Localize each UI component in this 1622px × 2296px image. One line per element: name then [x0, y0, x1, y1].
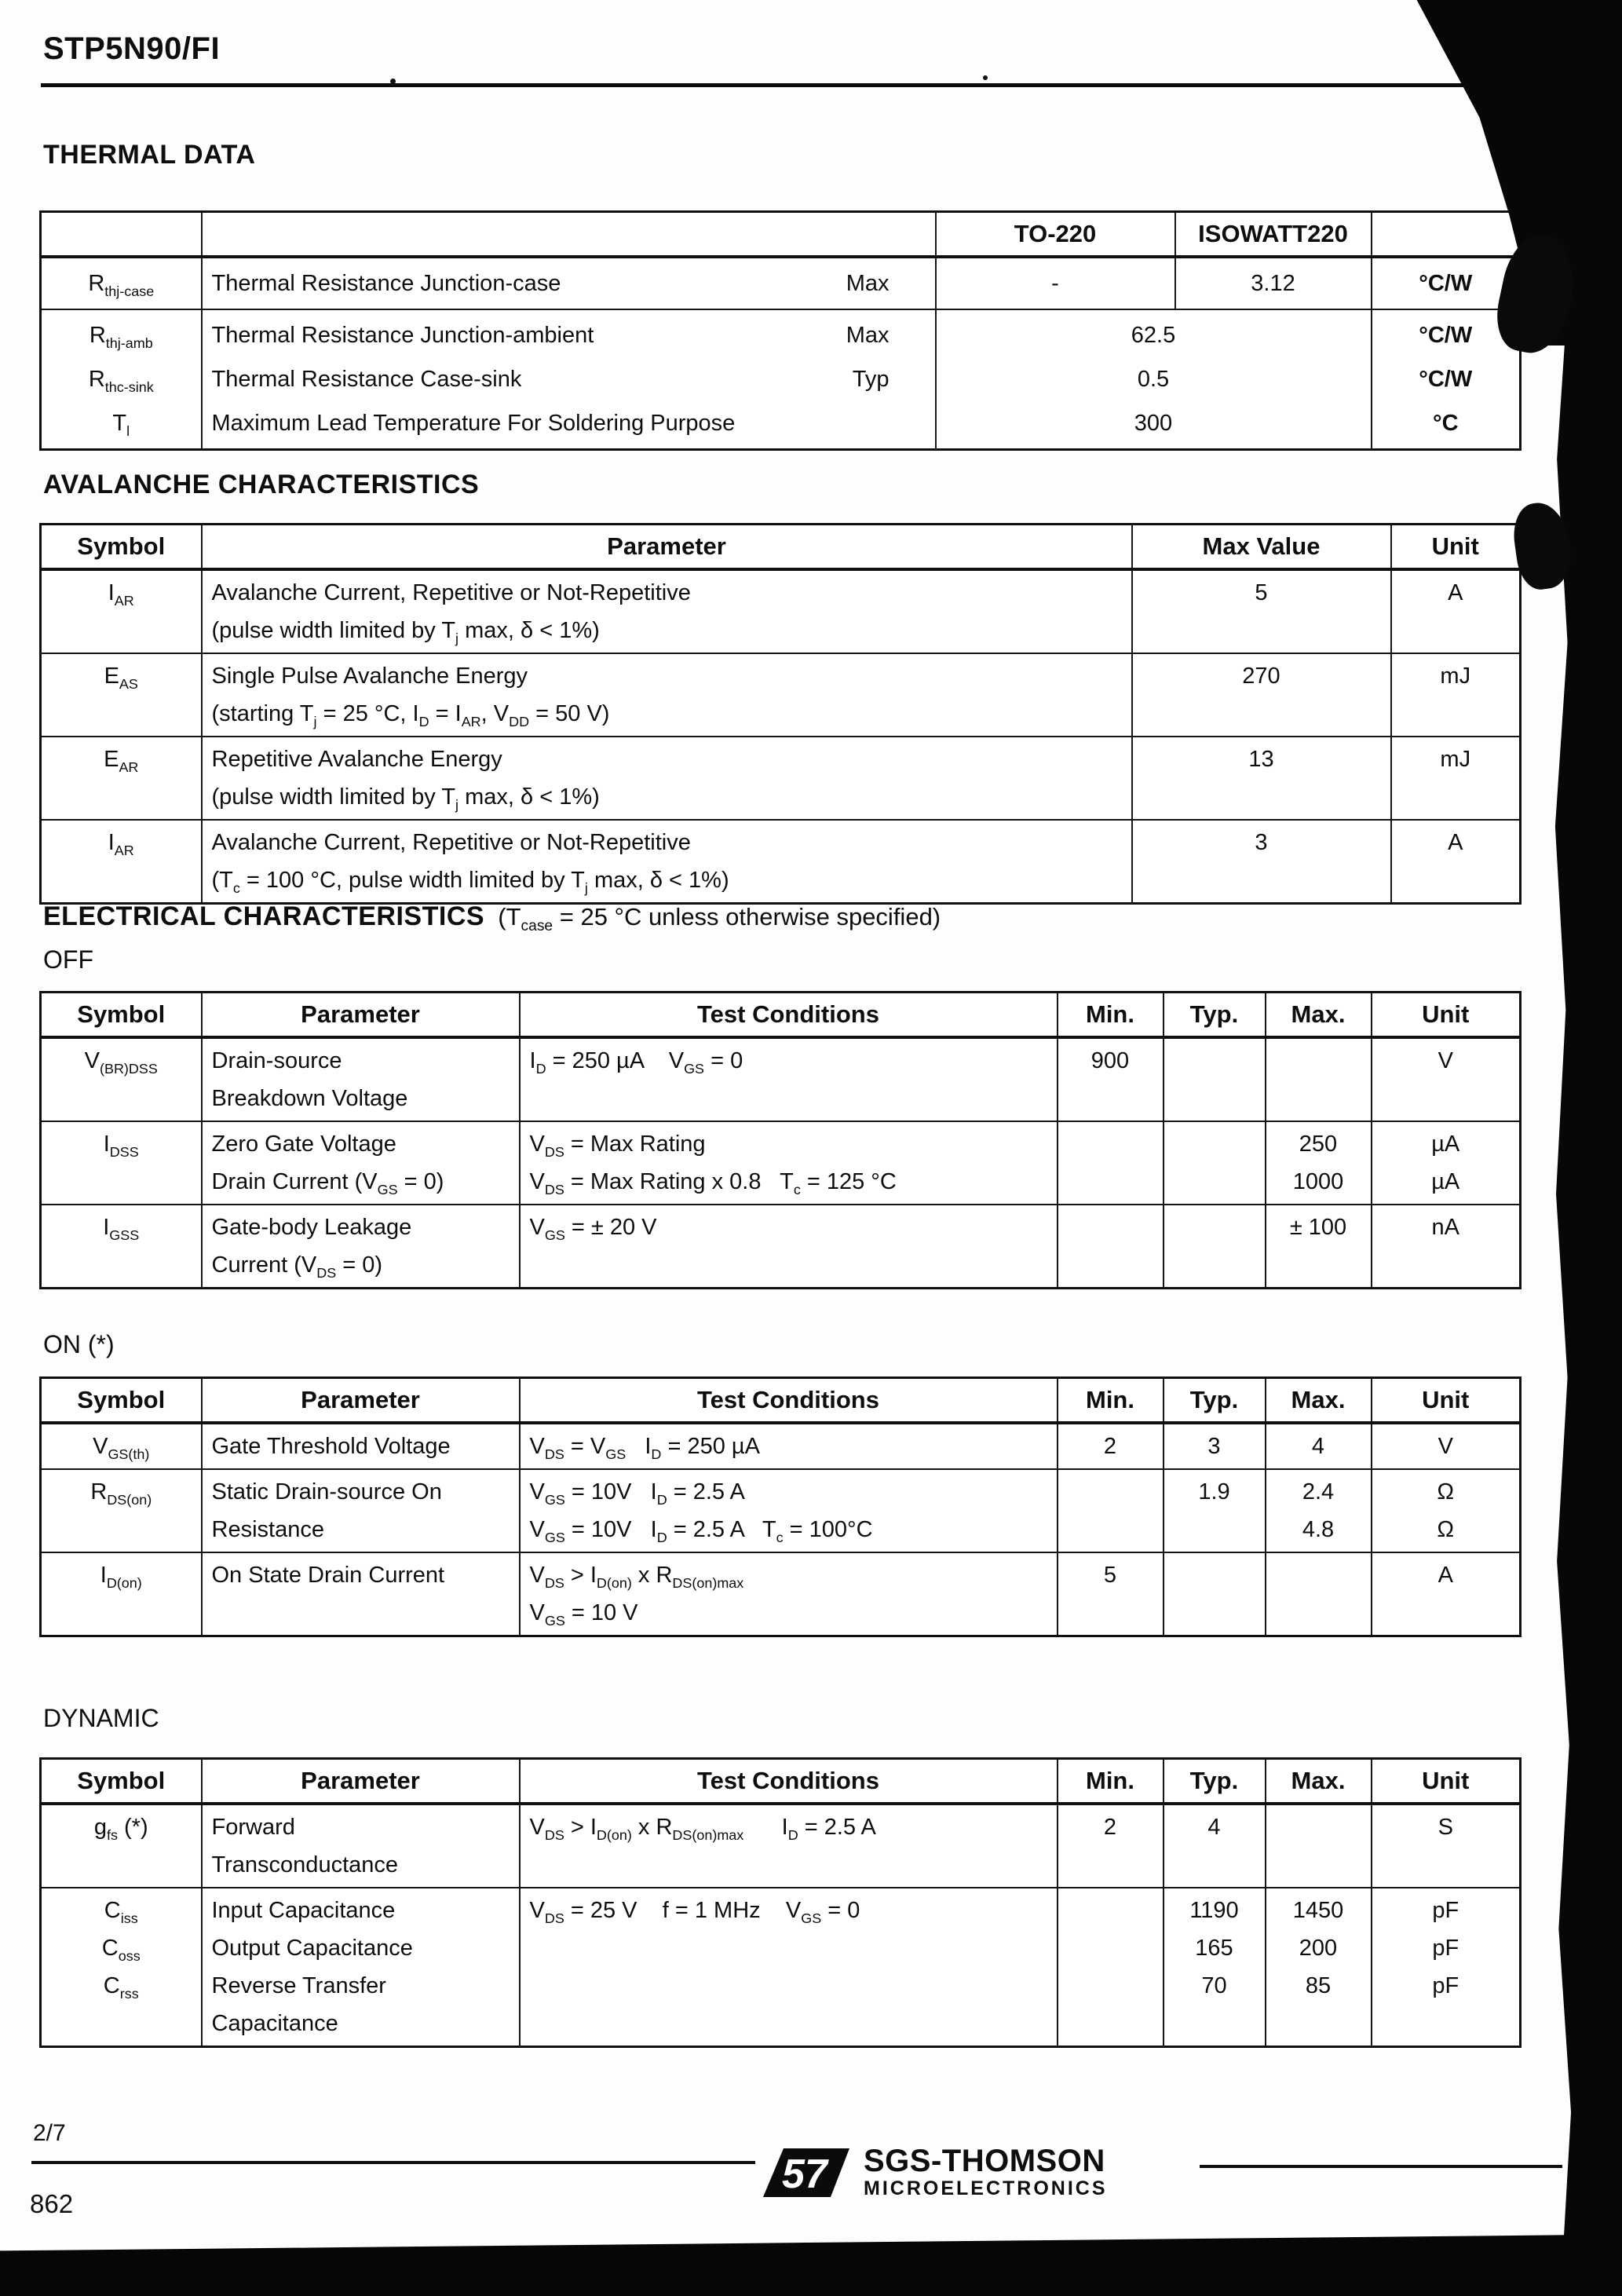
conditions-cell: $V_{GS}$ = ± 20 V: [520, 1205, 1058, 1289]
symbol-cell: $C_{iss}$ $C_{oss}$ $C_{rss}$: [41, 1888, 202, 2047]
symbol-cell: $R_{thj-case}$: [41, 257, 202, 309]
thermal-table: [39, 210, 1522, 451]
typ-header: Typ.: [1164, 1378, 1266, 1424]
package-header-isowatt220: ISOWATT220: [1175, 212, 1372, 258]
parameter-cell: Forward Transconductance: [202, 1804, 520, 1888]
max-header: Max.: [1266, 1378, 1372, 1424]
typ-cell: 1.9: [1164, 1469, 1266, 1552]
footer-rule-right: [1200, 2165, 1562, 2168]
parameter-cell: Zero Gate Voltage Drain Current $(V_{GS} = 0)$: [202, 1121, 520, 1205]
unit-cell: pF pF pF: [1372, 1888, 1521, 2047]
table-row: [41, 569, 1521, 653]
doc-number: 862: [30, 2189, 74, 2218]
brand-name: SGS-THOMSON: [864, 2144, 1105, 2178]
electrical-subtitle: ($T_{case} = 25$ °C unless otherwise specified): [498, 903, 941, 935]
conditions-cell: $V_{GS} = 10V$ $I_D = 2.5$ A $V_{GS} = 10V$ $I_D = 2.5$ A $T_c = 100^\circ C$: [520, 1469, 1058, 1552]
symbol-cell: $E_{AS}$: [41, 653, 202, 737]
conditions-cell: $V_{DS} > I_{D(on)}$ x $R_{DS(on)max}$ $I_D = 2.5$ A: [520, 1804, 1058, 1888]
conditions-cell: $V_{DS} = V_{GS}$ $I_D = 250$ µA: [520, 1423, 1058, 1469]
symbol-header: Symbol: [41, 525, 202, 570]
parameter-header: Parameter: [202, 1759, 520, 1804]
symbol-cell: $g_{fs}$ (*): [41, 1804, 202, 1888]
max-cell: 250 1000: [1266, 1121, 1372, 1205]
table-row: [41, 1121, 1521, 1205]
on-header-row: [41, 1378, 1521, 1424]
max-header: Max.: [1266, 1759, 1372, 1804]
typ-cell: 3: [1164, 1423, 1266, 1469]
unit-cell: mJ: [1391, 653, 1521, 737]
section-title-avalanche: AVALANCHE CHARACTERISTICS: [43, 470, 480, 499]
unit-cell: V: [1372, 1423, 1521, 1469]
max-cell: [1266, 1552, 1372, 1636]
symbol-cell: $R_{thj-amb}$ $R_{thc-sink}$ $T_l$: [41, 309, 202, 450]
off-label: OFF: [43, 945, 93, 974]
to220-value-cell: -: [936, 257, 1175, 309]
brand-block: [760, 2145, 1108, 2215]
symbol-cell: $I_{AR}$: [41, 820, 202, 904]
max-cell: [1266, 1037, 1372, 1121]
max-cell: 2.4 4.8: [1266, 1469, 1372, 1552]
table-row: [41, 1552, 1521, 1636]
parameter-cell: Gate-body Leakage Current $(V_{DS} = 0)$: [202, 1205, 520, 1289]
max-value-cell: 5: [1132, 569, 1391, 653]
isowatt-value-cell: 3.12: [1175, 257, 1372, 309]
unit-header-cell: [1372, 212, 1521, 258]
section-title-electrical: ELECTRICAL CHARACTERISTICS: [43, 901, 485, 931]
max-cell: ± 100: [1266, 1205, 1372, 1289]
avalanche-header-row: [41, 525, 1521, 570]
typ-cell: 1190 165 70: [1164, 1888, 1266, 2047]
table-row: [41, 1888, 1521, 2047]
dynamic-table: [39, 1757, 1522, 2048]
conditions-cell: $V_{DS}$ = Max Rating $V_{DS}$ = Max Rating x 0.8 $T_c = 125$ °C: [520, 1121, 1058, 1205]
parameter-header: Parameter: [202, 525, 1132, 570]
unit-header: Unit: [1372, 1759, 1521, 1804]
conditions-header: Test Conditions: [520, 993, 1058, 1038]
symbol-cell: $I_{GSS}$: [41, 1205, 202, 1289]
on-table: [39, 1377, 1522, 1637]
parameter-header: Parameter: [202, 993, 520, 1038]
max-cell: 4: [1266, 1423, 1372, 1469]
conditions-cell: $V_{DS} > I_{D(on)}$ x $R_{DS(on)max}$ $V_{GS} = 10$ V: [520, 1552, 1058, 1636]
typ-header: Typ.: [1164, 993, 1266, 1038]
off-table: [39, 991, 1522, 1289]
typ-cell: [1164, 1037, 1266, 1121]
parameter-cell: Thermal Resistance Junction-ambient Max Thermal Resistance Case-sink Typ Maximum Lead Temperature For Soldering Purpose: [202, 309, 936, 450]
min-cell: [1058, 1888, 1164, 2047]
unit-cell: °C/W: [1372, 257, 1521, 309]
symbol-cell: $I_{DSS}$: [41, 1121, 202, 1205]
dynamic-label: DYNAMIC: [43, 1704, 159, 1732]
typ-cell: [1164, 1205, 1266, 1289]
scan-dot: [983, 75, 988, 80]
table-row: [41, 1205, 1521, 1289]
thermal-row: [41, 257, 1521, 309]
table-row: [41, 653, 1521, 737]
min-header: Min.: [1058, 1759, 1164, 1804]
max-header: Max.: [1266, 993, 1372, 1038]
min-cell: 5: [1058, 1552, 1164, 1636]
symbol-cell: $I_{AR}$: [41, 569, 202, 653]
parameter-cell: Repetitive Avalanche Energy (pulse width limited by $T_j$ max, δ < 1%): [202, 737, 1132, 820]
max-value-cell: 3: [1132, 820, 1391, 904]
table-row: [41, 1037, 1521, 1121]
parameter-cell: Thermal Resistance Junction-case Max: [202, 257, 936, 309]
unit-header: Unit: [1391, 525, 1521, 570]
page-number: 2/7: [33, 2120, 66, 2146]
scan-dot: [390, 79, 396, 84]
st-logo-monogram: 57: [782, 2152, 827, 2197]
min-header: Min.: [1058, 993, 1164, 1038]
symbol-header: Symbol: [41, 993, 202, 1038]
typ-header: Typ.: [1164, 1759, 1266, 1804]
min-cell: [1058, 1121, 1164, 1205]
max-cell: 1450 200 85: [1266, 1888, 1372, 2047]
part-number: STP5N90/FI: [43, 31, 221, 66]
unit-cell: S: [1372, 1804, 1521, 1888]
table-row: [41, 1469, 1521, 1552]
conditions-header: Test Conditions: [520, 1759, 1058, 1804]
unit-cell: nA: [1372, 1205, 1521, 1289]
table-row: [41, 1804, 1521, 1888]
scan-artifact-bottom-bar: [0, 2233, 1622, 2296]
typ-cell: [1164, 1121, 1266, 1205]
min-header: Min.: [1058, 1378, 1164, 1424]
brand-division: MICROELECTRONICS: [864, 2177, 1108, 2199]
unit-cell: mJ: [1391, 737, 1521, 820]
section-title-thermal: THERMAL DATA: [43, 140, 256, 170]
max-cell: [1266, 1804, 1372, 1888]
footer-rule-left: [31, 2161, 755, 2164]
symbol-header: Symbol: [41, 1759, 202, 1804]
min-cell: 900: [1058, 1037, 1164, 1121]
table-row: [41, 820, 1521, 904]
empty-header-cell: [41, 212, 202, 258]
typ-cell: [1164, 1552, 1266, 1636]
unit-cell: A: [1372, 1552, 1521, 1636]
min-cell: [1058, 1205, 1164, 1289]
dynamic-header-row: [41, 1759, 1521, 1804]
typ-cell: 4: [1164, 1804, 1266, 1888]
empty-header-cell: [202, 212, 936, 258]
table-row: [41, 1423, 1521, 1469]
max-value-header: Max Value: [1132, 525, 1391, 570]
conditions-cell: $I_D = 250$ µA $V_{GS} = 0$: [520, 1037, 1058, 1121]
merged-value-cell: 62.5 0.5 300: [936, 309, 1372, 450]
min-cell: 2: [1058, 1423, 1164, 1469]
section-title-electrical-wrap: [43, 901, 941, 935]
thermal-row-group: [41, 309, 1521, 450]
parameter-header: Parameter: [202, 1378, 520, 1424]
symbol-cell: $E_{AR}$: [41, 737, 202, 820]
st-logo-icon: [760, 2145, 853, 2215]
on-label: ON (*): [43, 1330, 115, 1358]
conditions-cell: $V_{DS} = 25$ V f = 1 MHz $V_{GS} = 0$: [520, 1888, 1058, 2047]
unit-header: Unit: [1372, 993, 1521, 1038]
parameter-cell: Drain-source Breakdown Voltage: [202, 1037, 520, 1121]
parameter-cell: Static Drain-source On Resistance: [202, 1469, 520, 1552]
symbol-cell: $V_{GS(th)}$: [41, 1423, 202, 1469]
unit-cell: A: [1391, 569, 1521, 653]
unit-cell: A: [1391, 820, 1521, 904]
min-cell: 2: [1058, 1804, 1164, 1888]
unit-cell: V: [1372, 1037, 1521, 1121]
min-cell: [1058, 1469, 1164, 1552]
header-rule: [41, 83, 1556, 87]
unit-header: Unit: [1372, 1378, 1521, 1424]
package-header-to220: TO-220: [936, 212, 1175, 258]
parameter-cell: Input Capacitance Output Capacitance Reverse Transfer Capacitance: [202, 1888, 520, 2047]
symbol-cell: $I_{D(on)}$: [41, 1552, 202, 1636]
symbol-header: Symbol: [41, 1378, 202, 1424]
symbol-cell: $V_{(BR)DSS}$: [41, 1037, 202, 1121]
max-value-cell: 13: [1132, 737, 1391, 820]
table-row: [41, 737, 1521, 820]
max-value-cell: 270: [1132, 653, 1391, 737]
parameter-cell: Gate Threshold Voltage: [202, 1423, 520, 1469]
parameter-cell: Single Pulse Avalanche Energy (starting $T_j = 25$ °C, $I_D = I_{AR}$, $V_{DD} = 50$ V): [202, 653, 1132, 737]
off-header-row: [41, 993, 1521, 1038]
unit-cell: µA µA: [1372, 1121, 1521, 1205]
unit-cell: °C/W °C/W °C: [1372, 309, 1521, 450]
unit-cell: Ω Ω: [1372, 1469, 1521, 1552]
parameter-cell: Avalanche Current, Repetitive or Not-Repetitive (pulse width limited by $T_j$ max, δ < 1%): [202, 569, 1132, 653]
parameter-cell: On State Drain Current: [202, 1552, 520, 1636]
parameter-cell: Avalanche Current, Repetitive or Not-Repetitive ($T_c = 100$ °C, pulse width limited by $T_j$ max, δ < 1%): [202, 820, 1132, 904]
symbol-cell: $R_{DS(on)}$: [41, 1469, 202, 1552]
conditions-header: Test Conditions: [520, 1378, 1058, 1424]
avalanche-table: [39, 523, 1522, 905]
thermal-header-row: [41, 212, 1521, 258]
